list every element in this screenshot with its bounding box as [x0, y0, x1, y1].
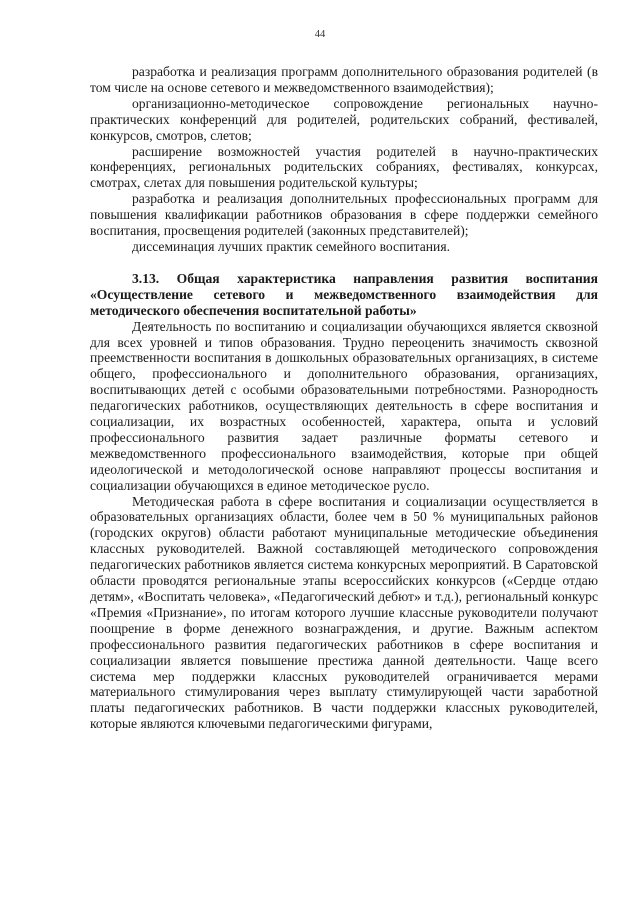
page-body: [90, 64, 598, 732]
list-item: разработка и реализация программ дополнительного образования родителей (в том числе на основе сетевого и межведомственного взаимодействия);: [90, 64, 598, 95]
paragraph: Деятельность по воспитанию и социализации обучающихся является сквозной для всех уровней и типов образования. Трудно переоценить значимость сквозной преемственности воспитания в дошкольных образовательных организациях, в системе общего, профессионального и дополнительного образования, организациях, воспитывающих детей с особыми образовательными потребностями. Разнородность педагогических работников, осуществляющих деятельность в сфере воспитания и социализации, их возрастных особенностей, характера, опыта и условий профессионального развития задает различные форматы сетевого и межведомственного профессионального взаимодействия, которые при общей идеологической и методологической основе направляют процессы воспитания и социализации обучающихся в единое методическое русло.: [90, 318, 598, 493]
paragraph: Методическая работа в сфере воспитания и социализации осуществляется в образовательных организациях области, более чем в 50 % муниципальных районов (городских округов) области работают муниципальные методические объединения классных руководителей. Важной составляющей методического сопровождения педагогических работников является система конкурсных мероприятий. В Саратовской области проводятся региональные этапы всероссийских конкурсов («Сердце отдаю детям», «Воспитать человека», «Педагогический дебют» и т.д.), региональный конкурс «Премия «Признание», по итогам которого лучшие классные руководители получают поощрение в форме денежного вознаграждения, и другие. Важным аспектом профессионального развития педагогических работников в сфере воспитания и социализации является повышение престижа данной деятельности. Чаще всего система мер поддержки классных руководителей ограничивается мерами материального стимулирования через выплату стимулирующей части заработной платы педагогических работников. В части поддержки классных руководителей, которые являются ключевыми педагогическими фигурами,: [90, 493, 598, 732]
list-item: разработка и реализация дополнительных профессиональных программ для повышения квалификации работников образования в сфере поддержки семейного воспитания, просвещения родителей (законных представителей);: [90, 191, 598, 239]
section-heading: 3.13. Общая характеристика направления развития воспитания «Осуществление сетевого и межведомственного взаимодействия для методического обеспечения воспитательной работы»: [90, 270, 598, 318]
list-item: организационно-методическое сопровождение региональных научно-практических конференций для родителей, родительских собраний, фестивалей, конкурсов, смотров, слетов;: [90, 95, 598, 143]
page-number: 44: [314, 29, 326, 40]
list-item: диссеминация лучших практик семейного воспитания.: [132, 238, 450, 254]
list-item: расширение возможностей участия родителей в научно-практических конференциях, региональных родительских собраниях, фестивалях, конкурсах, смотрах, слетах для повышения родительской культуры;: [90, 143, 598, 191]
